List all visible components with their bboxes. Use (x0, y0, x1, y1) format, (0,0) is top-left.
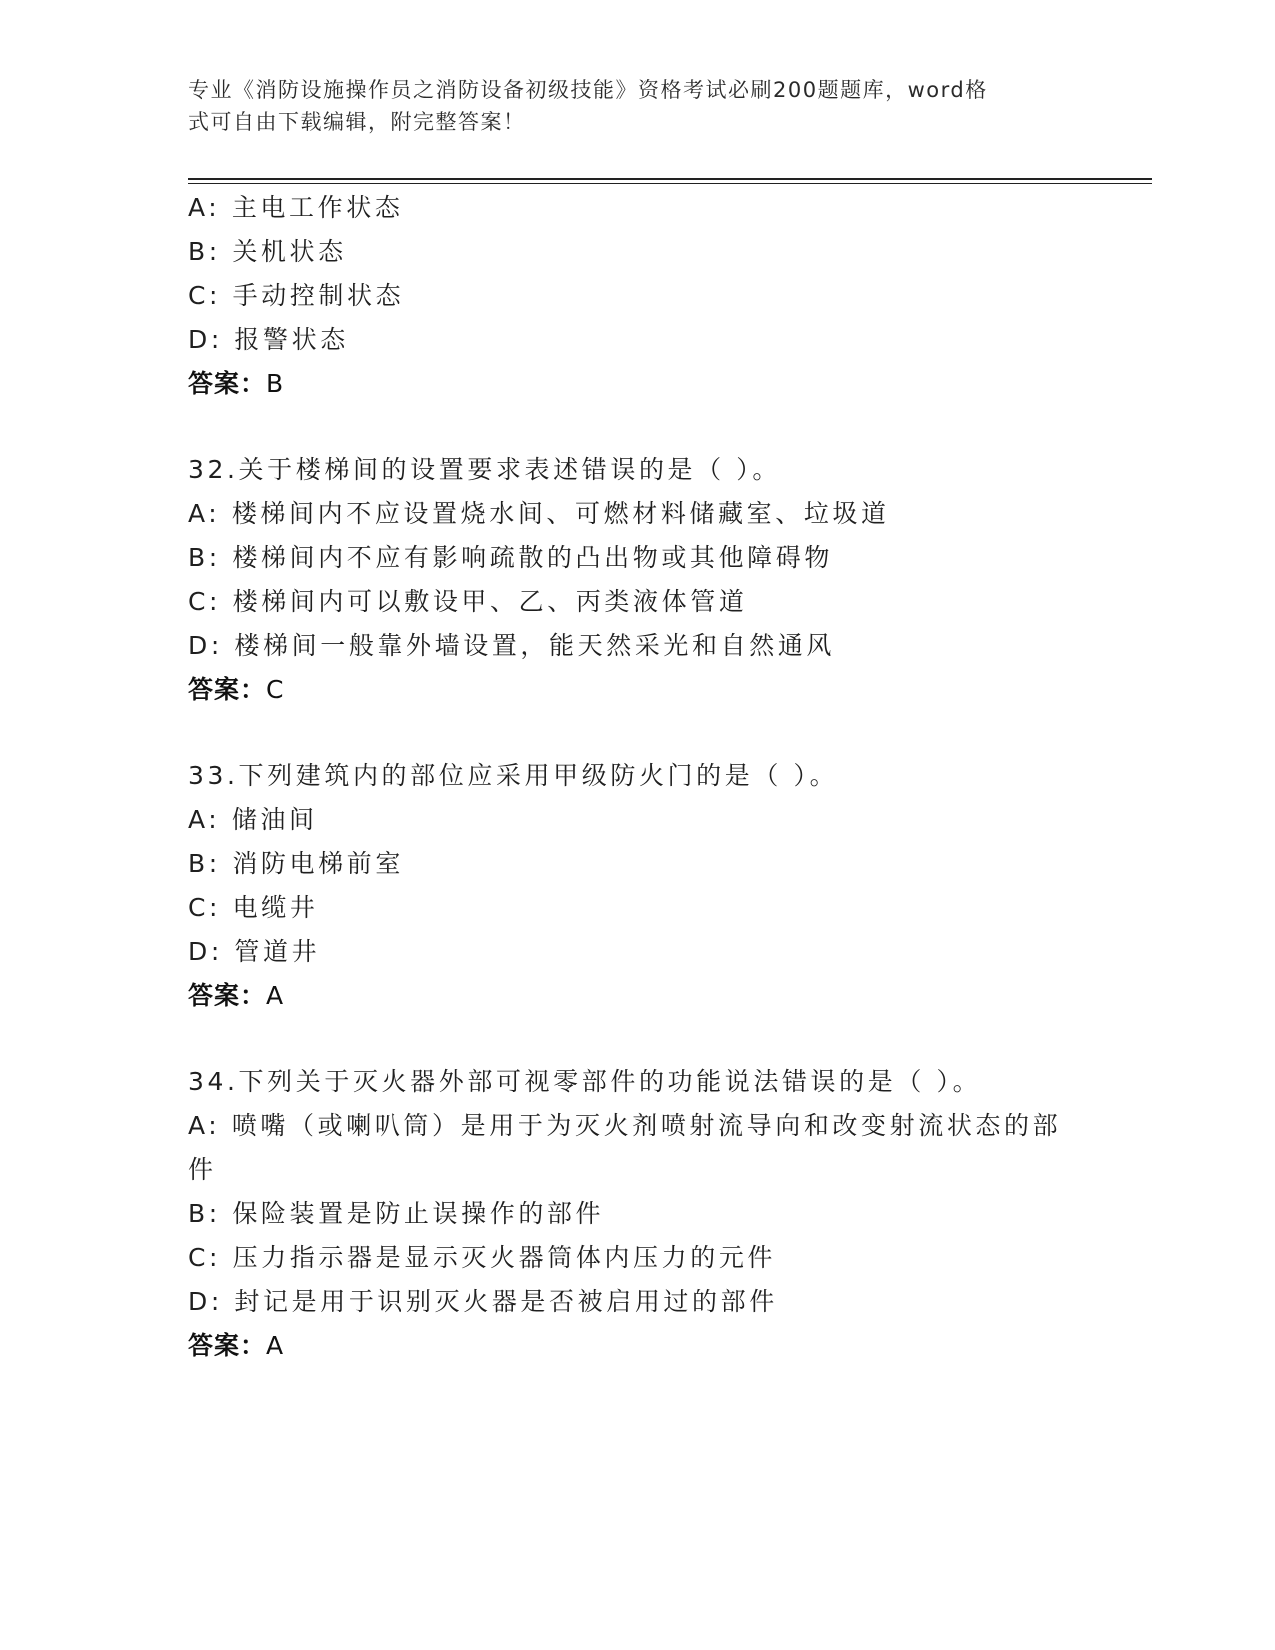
q32-option-d: D: 楼梯间一般靠外墙设置，能天然采光和自然通风 (188, 631, 836, 660)
q32-option-c: C: 楼梯间内可以敷设甲、乙、丙类液体管道 (188, 587, 748, 616)
q32-question: 32.关于楼梯间的设置要求表述错误的是（ ）。 (188, 455, 782, 484)
q32-option-b: B: 楼梯间内不应有影响疏散的凸出物或其他障碍物 (188, 543, 833, 572)
header-divider-thin (188, 183, 1152, 184)
header-line-2: 式可自由下载编辑，附完整答案！ (188, 110, 526, 134)
q34-answer (188, 1329, 284, 1363)
q34-answer-value: A (266, 1331, 285, 1360)
q31-option-c: C: 手动控制状态 (188, 281, 405, 310)
q34-option-d: D: 封记是用于识别灭火器是否被启用过的部件 (188, 1287, 778, 1316)
q33-option-c: C: 电缆井 (188, 893, 319, 922)
q33-answer-label: 答案： (188, 981, 267, 1010)
q31-option-a: A: 主电工作状态 (188, 193, 404, 222)
q34-option-b: B: 保险装置是防止误操作的部件 (188, 1199, 605, 1228)
q34-option-c: C: 压力指示器是显示灭火器筒体内压力的元件 (188, 1243, 777, 1272)
q33-option-b: B: 消防电梯前室 (188, 849, 404, 878)
q34-option-a-line-2: 件 (188, 1155, 217, 1184)
header-divider-thick (188, 178, 1152, 180)
document-header (188, 74, 1068, 138)
header-line-1: 专业《消防设施操作员之消防设备初级技能》资格考试必刷200题题库，word格 (188, 78, 988, 102)
q31-answer (188, 367, 284, 401)
q32-answer-value: C (266, 675, 285, 704)
q32-option-a: A: 楼梯间内不应设置烧水间、可燃材料储藏室、垃圾道 (188, 499, 890, 528)
q32-answer-label: 答案： (188, 675, 267, 704)
q34-question: 34.下列关于灭火器外部可视零部件的功能说法错误的是（ ）。 (188, 1067, 982, 1096)
q31-option-b: B: 关机状态 (188, 237, 347, 266)
q34-option-a-line-1: A: 喷嘴（或喇叭筒）是用于为灭火剂喷射流导向和改变射流状态的部 (188, 1111, 1062, 1140)
q31-option-d: D: 报警状态 (188, 325, 349, 354)
q34-answer-label: 答案： (188, 1331, 267, 1360)
q31-answer-value: B (266, 369, 285, 398)
q33-answer (188, 979, 284, 1013)
q33-option-d: D: 管道井 (188, 937, 321, 966)
q31-answer-label: 答案： (188, 369, 267, 398)
q32-answer (188, 673, 284, 707)
q33-question: 33.下列建筑内的部位应采用甲级防火门的是（ ）。 (188, 761, 839, 790)
q33-option-a: A: 储油间 (188, 805, 318, 834)
q33-answer-value: A (266, 981, 285, 1010)
